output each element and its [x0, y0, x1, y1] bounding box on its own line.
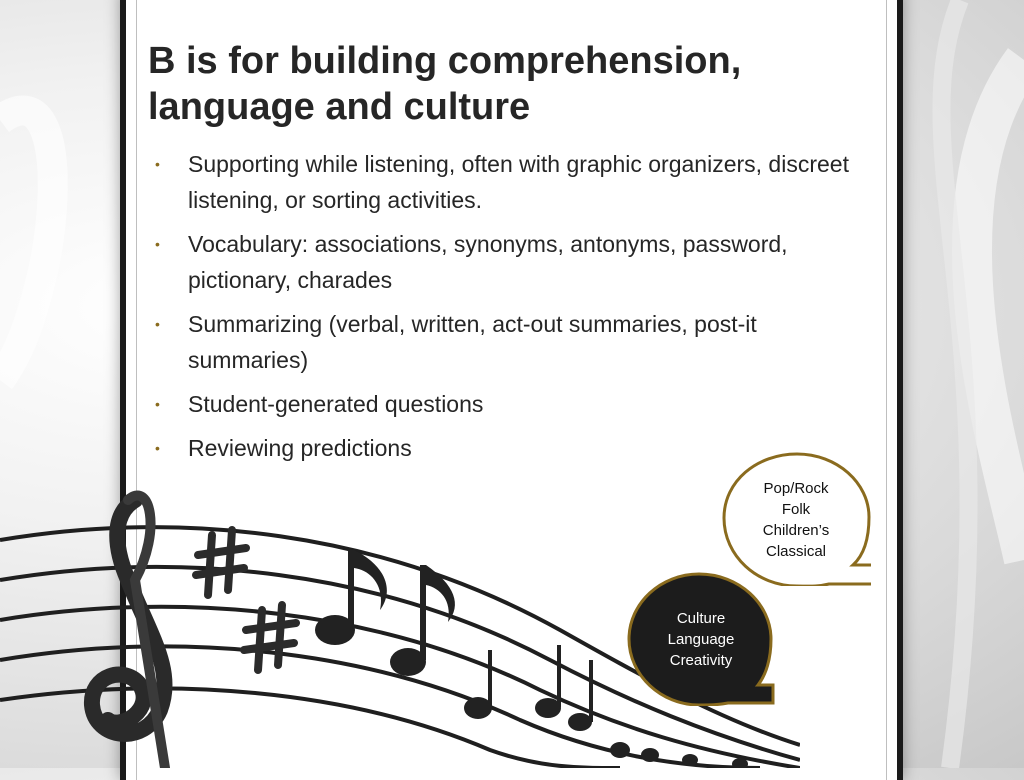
- skill-creativity: Creativity: [669, 652, 733, 669]
- bullet-dot-icon: •: [155, 316, 160, 332]
- bullet-dot-icon: •: [155, 396, 160, 412]
- bullet-text: Vocabulary: associations, synonyms, antonyms, password, pictionary, charades: [188, 231, 788, 293]
- sharp-icon: [196, 530, 246, 595]
- bullet-dot-icon: •: [155, 156, 160, 172]
- skill-culture: Culture: [676, 610, 726, 627]
- bullet-item: [155, 386, 855, 422]
- bullet-dot-icon: •: [155, 440, 160, 456]
- bullet-text: Reviewing predictions: [188, 435, 412, 461]
- bullet-item: [155, 226, 855, 298]
- genre-list: [721, 478, 871, 562]
- bullet-item: [155, 146, 855, 218]
- genre-pop-rock: Pop/Rock: [763, 480, 829, 497]
- bullet-item: [155, 306, 855, 378]
- eighth-note-icon: [390, 565, 455, 676]
- genre-classical: Classical: [765, 543, 826, 560]
- genre-speech-bubble: [721, 451, 871, 581]
- skills-speech-bubble: [626, 571, 776, 703]
- bullet-text: Summarizing (verbal, written, act-out summaries, post-it summaries): [188, 311, 757, 373]
- treble-clef-icon: [92, 495, 165, 768]
- bullet-text: Supporting while listening, often with graphic organizers, discreet listening, or sorting activities.: [188, 151, 849, 213]
- bullet-dot-icon: •: [155, 236, 160, 252]
- genre-folk: Folk: [781, 501, 811, 518]
- bullet-text: Student-generated questions: [188, 391, 484, 417]
- bullet-list: [155, 146, 855, 474]
- slide-title: B is for building comprehension, language and culture: [148, 40, 742, 128]
- skill-language: Language: [667, 631, 735, 648]
- skills-list: [626, 608, 776, 671]
- genre-childrens: Children’s: [762, 522, 830, 539]
